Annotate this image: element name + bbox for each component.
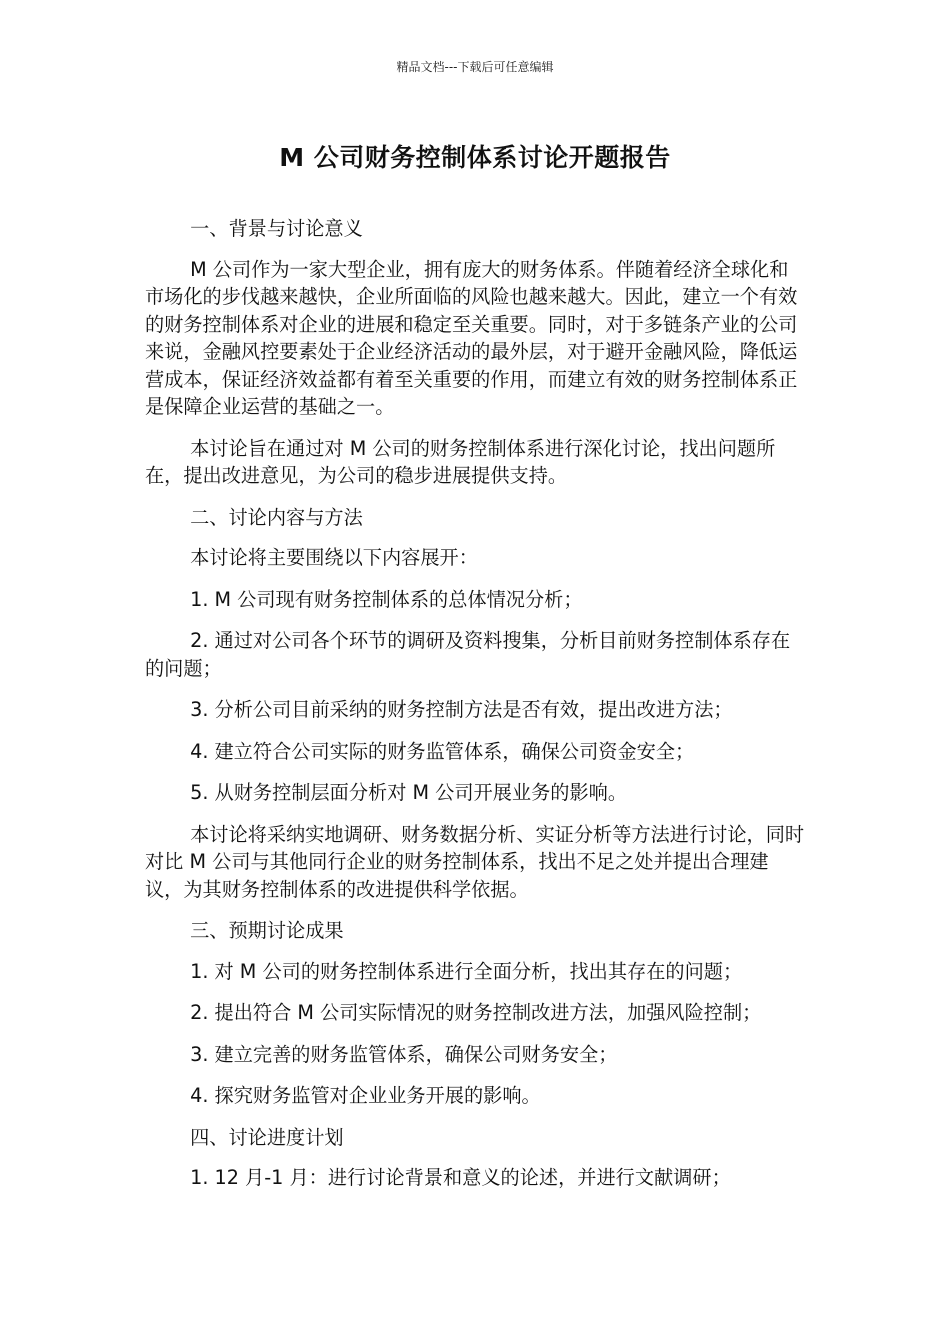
paragraph-content-intro: 本讨论将主要围绕以下内容展开： — [190, 546, 478, 569]
list-item-content-4: 4. 建立符合公司实际的财务监管体系，确保公司资金安全； — [190, 739, 695, 763]
list-item-content-3: 3. 分析公司目前采纳的财务控制方法是否有效，提出改进方法； — [190, 698, 733, 721]
list-item-result-4: 4. 探究财务监管对企业业务开展的影响。 — [190, 1084, 541, 1107]
section-heading-background: 一、背景与讨论意义 — [190, 217, 363, 240]
list-item-schedule-1: 1. 12 月-1 月：进行讨论背景和意义的论述，并进行文献调研； — [190, 1166, 731, 1189]
paragraph-method: 本讨论将采纳实地调研、财务数据分析、实证分析等方法进行讨论，同时对比 M 公司与其他同行企业的财务控制体系，找出不足之处并提出合理建议，为其财务控制体系的改进提供科学依据。 — [145, 822, 805, 901]
page-header: 精品文档---下载后可任意编辑 — [396, 60, 554, 74]
section-heading-content-method: 二、讨论内容与方法 — [190, 505, 363, 529]
list-item-result-1: 1. 对 M 公司的财务控制体系进行全面分析，找出其存在的问题； — [190, 959, 743, 983]
paragraph-background: M 公司作为一家大型企业，拥有庞大的财务体系。伴随着经济全球化和市场化的步伐越来越快，企业所面临的风险也越来越大。因此，建立一个有效的财务控制体系对企业的进展和稳定至关重要。同时，对于多链条产业的公司来说，金融风控要素处于企业经济活动的最外层，对于避开金融风险，降低运营成本，保证经济效益都有着至关重要的作用，而建立有效的财务控制体系正是保障企业运营的基础之一。 — [145, 257, 798, 418]
list-item-result-3: 3. 建立完善的财务监管体系，确保公司财务安全； — [190, 1042, 618, 1066]
document-body — [145, 215, 805, 1206]
document-title: M 公司财务控制体系讨论开题报告 — [279, 143, 671, 172]
list-item-content-5: 5. 从财务控制层面分析对 M 公司开展业务的影响。 — [190, 781, 628, 804]
list-item-result-2: 2. 提出符合 M 公司实际情况的财务控制改进方法，加强风险控制； — [190, 1001, 762, 1024]
list-item-content-1: 1. M 公司现有财务控制体系的总体情况分析； — [190, 587, 583, 611]
list-item-content-2: 2. 通过对公司各个环节的调研及资料搜集，分析目前财务控制体系存在的问题； — [145, 629, 791, 680]
paragraph-purpose: 本讨论旨在通过对 M 公司的财务控制体系进行深化讨论，找出问题所在，提出改进意见，为公司的稳步进展提供支持。 — [145, 436, 776, 487]
section-heading-expected-results: 三、预期讨论成果 — [190, 919, 344, 942]
section-heading-schedule: 四、讨论进度计划 — [190, 1125, 344, 1149]
